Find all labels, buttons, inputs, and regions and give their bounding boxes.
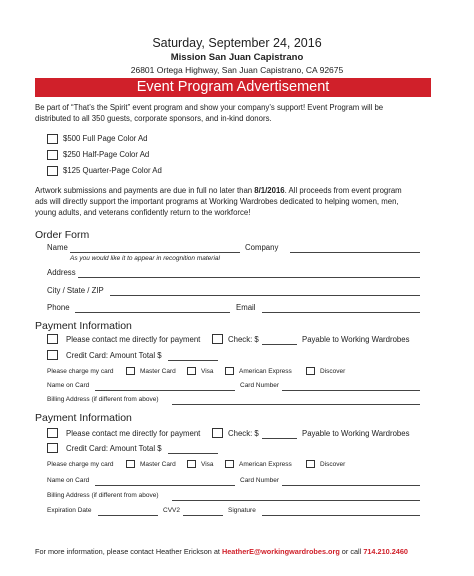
- phone-field[interactable]: [75, 312, 230, 313]
- ad-option-label: $250 Half-Page Color Ad: [63, 150, 150, 159]
- company-field[interactable]: [290, 252, 420, 253]
- artwork-line-2: ads will directly support the important programs at Working Wardrobes dedicated to helping women, men,: [35, 197, 399, 206]
- contact-email[interactable]: HeatherE@workingwardrobes.org: [221, 547, 340, 556]
- payment-1-amex-label: American Express: [239, 368, 292, 375]
- payment-1-payable: Payable to Working Wardrobes: [302, 335, 410, 344]
- payment-2-payable: Payable to Working Wardrobes: [302, 429, 410, 438]
- payment-2-charge-label: Please charge my card: [47, 461, 114, 468]
- ad-option-checkbox-half[interactable]: [47, 150, 58, 160]
- title-banner: Event Program Advertisement: [35, 78, 431, 97]
- payment-1-title: Payment Information: [35, 320, 132, 332]
- payment-2-name-on-card-field[interactable]: [95, 485, 235, 486]
- email-field[interactable]: [262, 312, 420, 313]
- ad-option-checkbox-quarter[interactable]: [47, 166, 58, 176]
- due-date: 8/1/2016: [254, 186, 285, 195]
- address-label: Address: [47, 268, 76, 277]
- city-field[interactable]: [110, 295, 420, 296]
- payment-1-card-number-label: Card Number: [240, 382, 280, 389]
- payment-2-title: Payment Information: [35, 412, 132, 424]
- payment-2-visa-checkbox[interactable]: [187, 460, 196, 468]
- payment-1-check-checkbox[interactable]: [212, 334, 223, 344]
- payment-1-billing-field[interactable]: [172, 404, 420, 405]
- signature-field[interactable]: [262, 515, 420, 516]
- payment-1-discover-checkbox[interactable]: [306, 367, 315, 375]
- payment-1-charge-label: Please charge my card: [47, 368, 114, 375]
- payment-2-discover-label: Discover: [320, 461, 346, 468]
- name-field[interactable]: [70, 252, 240, 253]
- payment-1-visa-label: Visa: [201, 368, 214, 375]
- payment-2-contact-label: Please contact me directly for payment: [66, 429, 201, 438]
- email-label: Email: [236, 303, 256, 312]
- payment-2-credit-label: Credit Card: Amount Total $: [66, 444, 162, 453]
- payment-2-amex-label: American Express: [239, 461, 292, 468]
- intro-line-2: distributed to all 350 guests, corporate sponsors, and in-kind donors.: [35, 114, 272, 123]
- payment-1-billing-label: Billing Address (if different from above): [47, 396, 159, 403]
- cvv-field[interactable]: [183, 515, 223, 516]
- phone-label: Phone: [47, 303, 70, 312]
- artwork-line-1: Artwork submissions and payments are due in full no later than 8/1/2016. All proceeds from event program: [35, 186, 402, 195]
- payment-1-check-amount[interactable]: [262, 344, 297, 345]
- payment-2-check-amount[interactable]: [262, 438, 297, 439]
- payment-2-discover-checkbox[interactable]: [306, 460, 315, 468]
- payment-1-credit-label: Credit Card: Amount Total $: [66, 351, 162, 360]
- footer-contact: For more information, please contact Heather Erickson at HeatherE@workingwardrobes.org or call 714.210.2460: [35, 547, 408, 556]
- payment-2-card-number-field[interactable]: [282, 485, 420, 486]
- payment-1-name-on-card-label: Name on Card: [47, 382, 90, 389]
- payment-1-contact-label: Please contact me directly for payment: [66, 335, 201, 344]
- payment-2-contact-checkbox[interactable]: [47, 428, 58, 438]
- city-label: City / State / ZIP: [47, 286, 104, 295]
- address-field[interactable]: [78, 277, 420, 278]
- payment-1-card-number-field[interactable]: [282, 390, 420, 391]
- payment-1-mastercard-checkbox[interactable]: [126, 367, 135, 375]
- ad-option-label: $500 Full Page Color Ad: [63, 134, 148, 143]
- payment-1-visa-checkbox[interactable]: [187, 367, 196, 375]
- name-label: Name: [47, 243, 68, 252]
- contact-phone[interactable]: 714.210.2460: [363, 547, 408, 556]
- payment-2-billing-field[interactable]: [172, 500, 420, 501]
- payment-2-card-number-label: Card Number: [240, 477, 280, 484]
- intro-line-1: Be part of “That’s the Spirit” event program and show your company’s support! Event Program will be: [35, 103, 384, 112]
- payment-1-check-label: Check: $: [228, 335, 259, 344]
- payment-2-credit-amount[interactable]: [168, 453, 218, 454]
- payment-2-mastercard-checkbox[interactable]: [126, 460, 135, 468]
- expiration-label: Expiration Date: [47, 507, 92, 514]
- venue-address: 26801 Ortega Highway, San Juan Capistrano, CA 92675: [130, 65, 344, 75]
- cvv-label: CVV2: [163, 507, 180, 514]
- payment-1-credit-checkbox[interactable]: [47, 350, 58, 360]
- payment-2-visa-label: Visa: [201, 461, 214, 468]
- payment-1-contact-checkbox[interactable]: [47, 334, 58, 344]
- payment-1-name-on-card-field[interactable]: [95, 390, 235, 391]
- payment-2-name-on-card-label: Name on Card: [47, 477, 90, 484]
- company-label: Company: [245, 243, 279, 252]
- payment-1-amex-checkbox[interactable]: [225, 367, 234, 375]
- payment-2-billing-label: Billing Address (if different from above): [47, 492, 159, 499]
- payment-2-amex-checkbox[interactable]: [225, 460, 234, 468]
- payment-1-discover-label: Discover: [320, 368, 346, 375]
- payment-1-mastercard-label: Master Card: [140, 368, 176, 375]
- order-form-title: Order Form: [35, 229, 90, 241]
- ad-option-label: $125 Quarter-Page Color Ad: [63, 166, 162, 175]
- event-date: Saturday, September 24, 2016: [152, 36, 322, 50]
- payment-2-mastercard-label: Master Card: [140, 461, 176, 468]
- payment-2-check-label: Check: $: [228, 429, 259, 438]
- artwork-line-3: young adults, and veterans confidently return to the workforce!: [35, 208, 251, 217]
- venue-name: Mission San Juan Capistrano: [170, 52, 304, 63]
- ad-option-checkbox-full[interactable]: [47, 134, 58, 144]
- name-hint: As you would like it to appear in recognition material: [70, 255, 220, 262]
- signature-label: Signature: [228, 507, 256, 514]
- payment-2-credit-checkbox[interactable]: [47, 443, 58, 453]
- expiration-field[interactable]: [98, 515, 158, 516]
- payment-1-credit-amount[interactable]: [168, 360, 218, 361]
- payment-2-check-checkbox[interactable]: [212, 428, 223, 438]
